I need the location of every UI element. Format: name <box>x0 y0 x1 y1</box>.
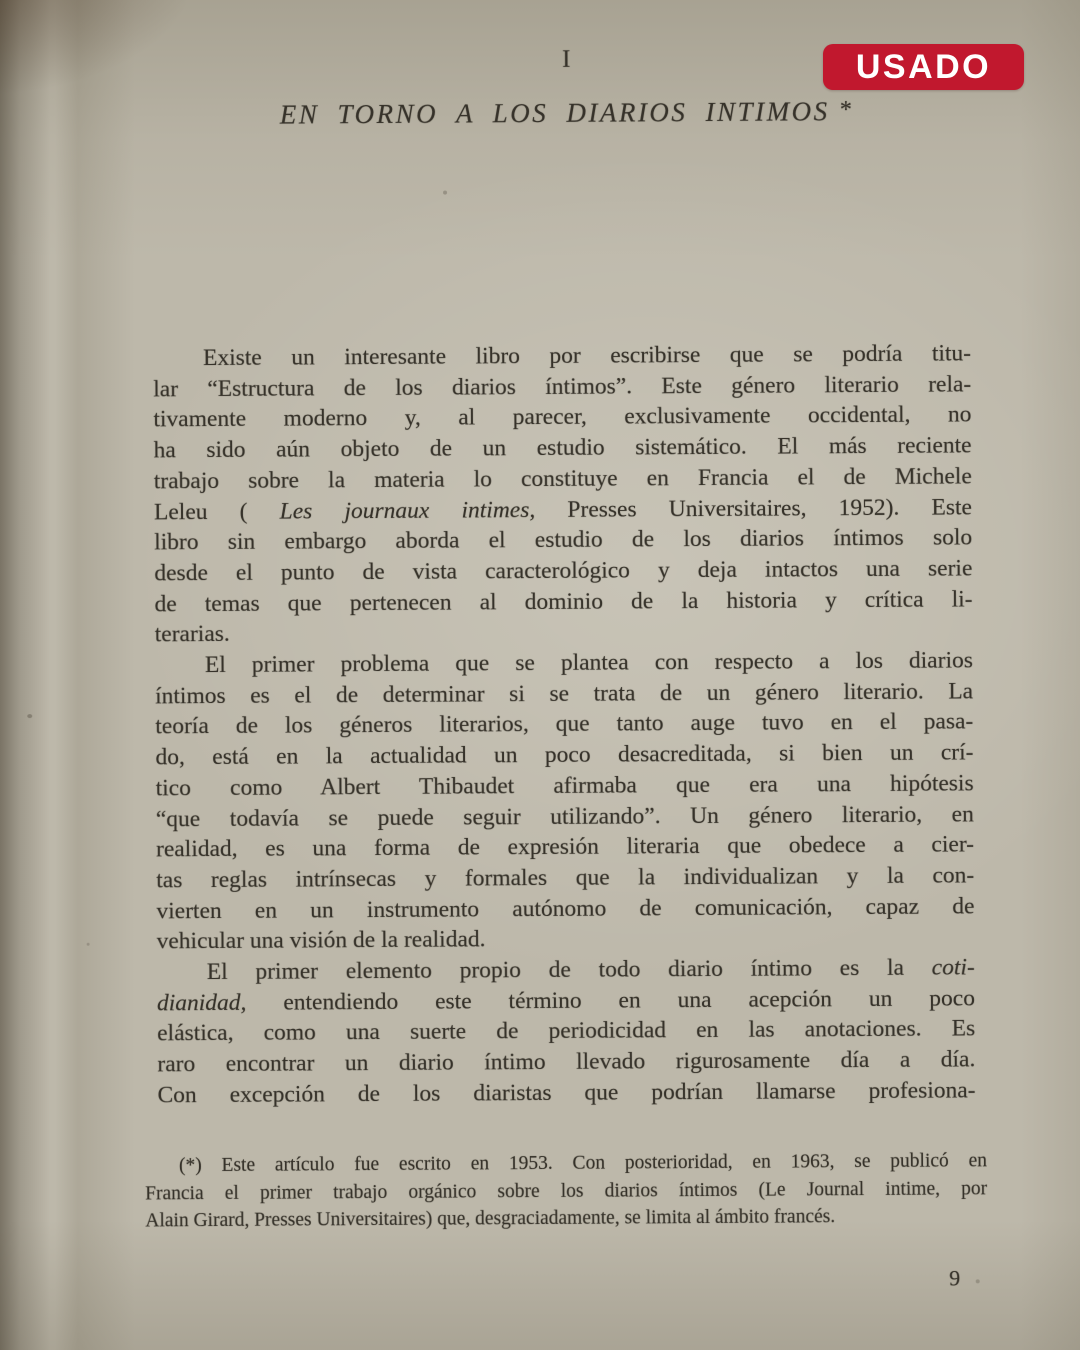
text-line <box>156 768 974 804</box>
text-line <box>155 676 973 712</box>
text-line <box>154 430 972 466</box>
title-asterisk: * <box>838 96 854 124</box>
text-segment: Leleu ( <box>153 498 280 525</box>
text-line <box>155 737 973 773</box>
text-segment: lar “Estructura de los diarios íntimos”. Este género literario rela- <box>153 371 972 403</box>
text-segment: Con excepción de los diaristas que podrían llamarse profesiona- <box>157 1077 976 1109</box>
text-segment: íntimos es el de determinar si se trata de un género literario. La <box>155 678 974 710</box>
text-line <box>157 983 975 1019</box>
chapter-numeral: I <box>561 45 571 73</box>
text-segment: raro encontrar un diario íntimo llevado rigurosamente día a día. <box>157 1046 976 1078</box>
paper-speck <box>87 943 90 946</box>
text-segment: de temas que pertenecen al dominio de la historia y crítica li- <box>154 585 973 617</box>
italic-text-segment: coti- <box>931 954 975 981</box>
text-segment: entendiendo este término en una acepción un poco <box>246 985 976 1016</box>
text-segment: vierten en un instrumento autónomo de comunicación, capaz de <box>156 893 975 925</box>
text-line <box>155 707 973 743</box>
text-line <box>157 1045 975 1081</box>
text-segment: Existe un interesante libro por escribirse que se podría titu- <box>202 340 972 372</box>
text-segment: do, está en la actualidad un poco desacreditada, si bien un crí- <box>155 739 974 771</box>
text-segment: “que todavía se puede seguir utilizando”. Un género literario, en <box>155 800 974 832</box>
text-line <box>157 1014 975 1050</box>
text-line <box>153 338 971 374</box>
page-number: 9 <box>949 1265 961 1291</box>
text-line <box>157 952 975 988</box>
page-title <box>56 95 1076 132</box>
text-line <box>157 1075 975 1111</box>
text-segment: teoría de los géneros literarios, que tanto auge tuvo en el pasa- <box>155 708 974 740</box>
text-line <box>145 1147 987 1180</box>
text-line <box>153 400 971 436</box>
text-segment: El primer elemento propio de todo diario íntimo es la <box>206 954 932 986</box>
text-line <box>145 1202 987 1235</box>
text-segment: Alain Girard, Presses Universitaires) que, desgraciadamente, se limita al ámbito francés. <box>145 1206 836 1232</box>
usado-badge: USADO <box>823 44 1024 90</box>
text-segment: tas reglas intrínsecas y formales que la individualizan y la con- <box>156 862 975 894</box>
text-line <box>155 615 973 651</box>
text-segment: Francia el primer trabajo orgánico sobre los diarios íntimos (Le Journal intime, por <box>145 1177 988 1204</box>
text-line <box>145 1175 987 1208</box>
text-segment: Presses Universitaires, 1952). Este <box>535 493 973 523</box>
text-segment: libro sin embargo aborda el estudio de los diarios íntimos solo <box>154 524 973 556</box>
body-text <box>153 338 976 1111</box>
text-segment: El primer problema que se plantea con respecto a los diarios <box>204 647 973 679</box>
text-line <box>156 891 974 927</box>
text-line <box>156 860 974 896</box>
text-line <box>154 523 972 559</box>
text-line <box>154 553 972 589</box>
text-line <box>153 369 971 405</box>
text-segment: trabajo sobre la materia lo constituye en Francia el de Michele <box>153 463 972 495</box>
footnote <box>145 1147 987 1235</box>
text-segment: (*) Este artículo fue escrito en 1953. Con posterioridad, en 1963, se publicó en <box>178 1150 988 1177</box>
text-segment: vehicular una visión de la realidad. <box>156 926 486 955</box>
text-segment: tico como Albert Thibaudet afirmaba que era una hipótesis <box>155 770 974 802</box>
text-line <box>155 645 973 681</box>
paper-speck <box>443 191 447 195</box>
page-title-text: EN TORNO A LOS DIARIOS INTIMOS <box>279 96 830 130</box>
text-segment: terarias. <box>154 621 230 648</box>
italic-text-segment: dianidad, <box>156 989 247 1017</box>
italic-text-segment: Les journaux intimes, <box>279 496 536 525</box>
text-segment: desde el punto de vista caracterológico y deja intactos una serie <box>154 555 973 587</box>
text-segment: elástica, como una suerte de periodicidad en las anotaciones. Es <box>157 1015 976 1047</box>
text-line <box>156 830 974 866</box>
text-line <box>157 922 975 958</box>
text-line <box>156 799 974 835</box>
text-line <box>154 584 972 620</box>
text-segment: realidad, es una forma de expresión literaria que obedece a cier- <box>155 831 975 863</box>
paper-speck <box>27 714 32 718</box>
text-line <box>154 492 972 528</box>
text-segment: tivamente moderno y, al parecer, exclusivamente occidental, no <box>153 401 972 433</box>
paper-speck <box>976 1279 980 1283</box>
text-segment: ha sido aún objeto de un estudio sistemático. El más reciente <box>153 432 972 464</box>
text-line <box>154 461 972 497</box>
